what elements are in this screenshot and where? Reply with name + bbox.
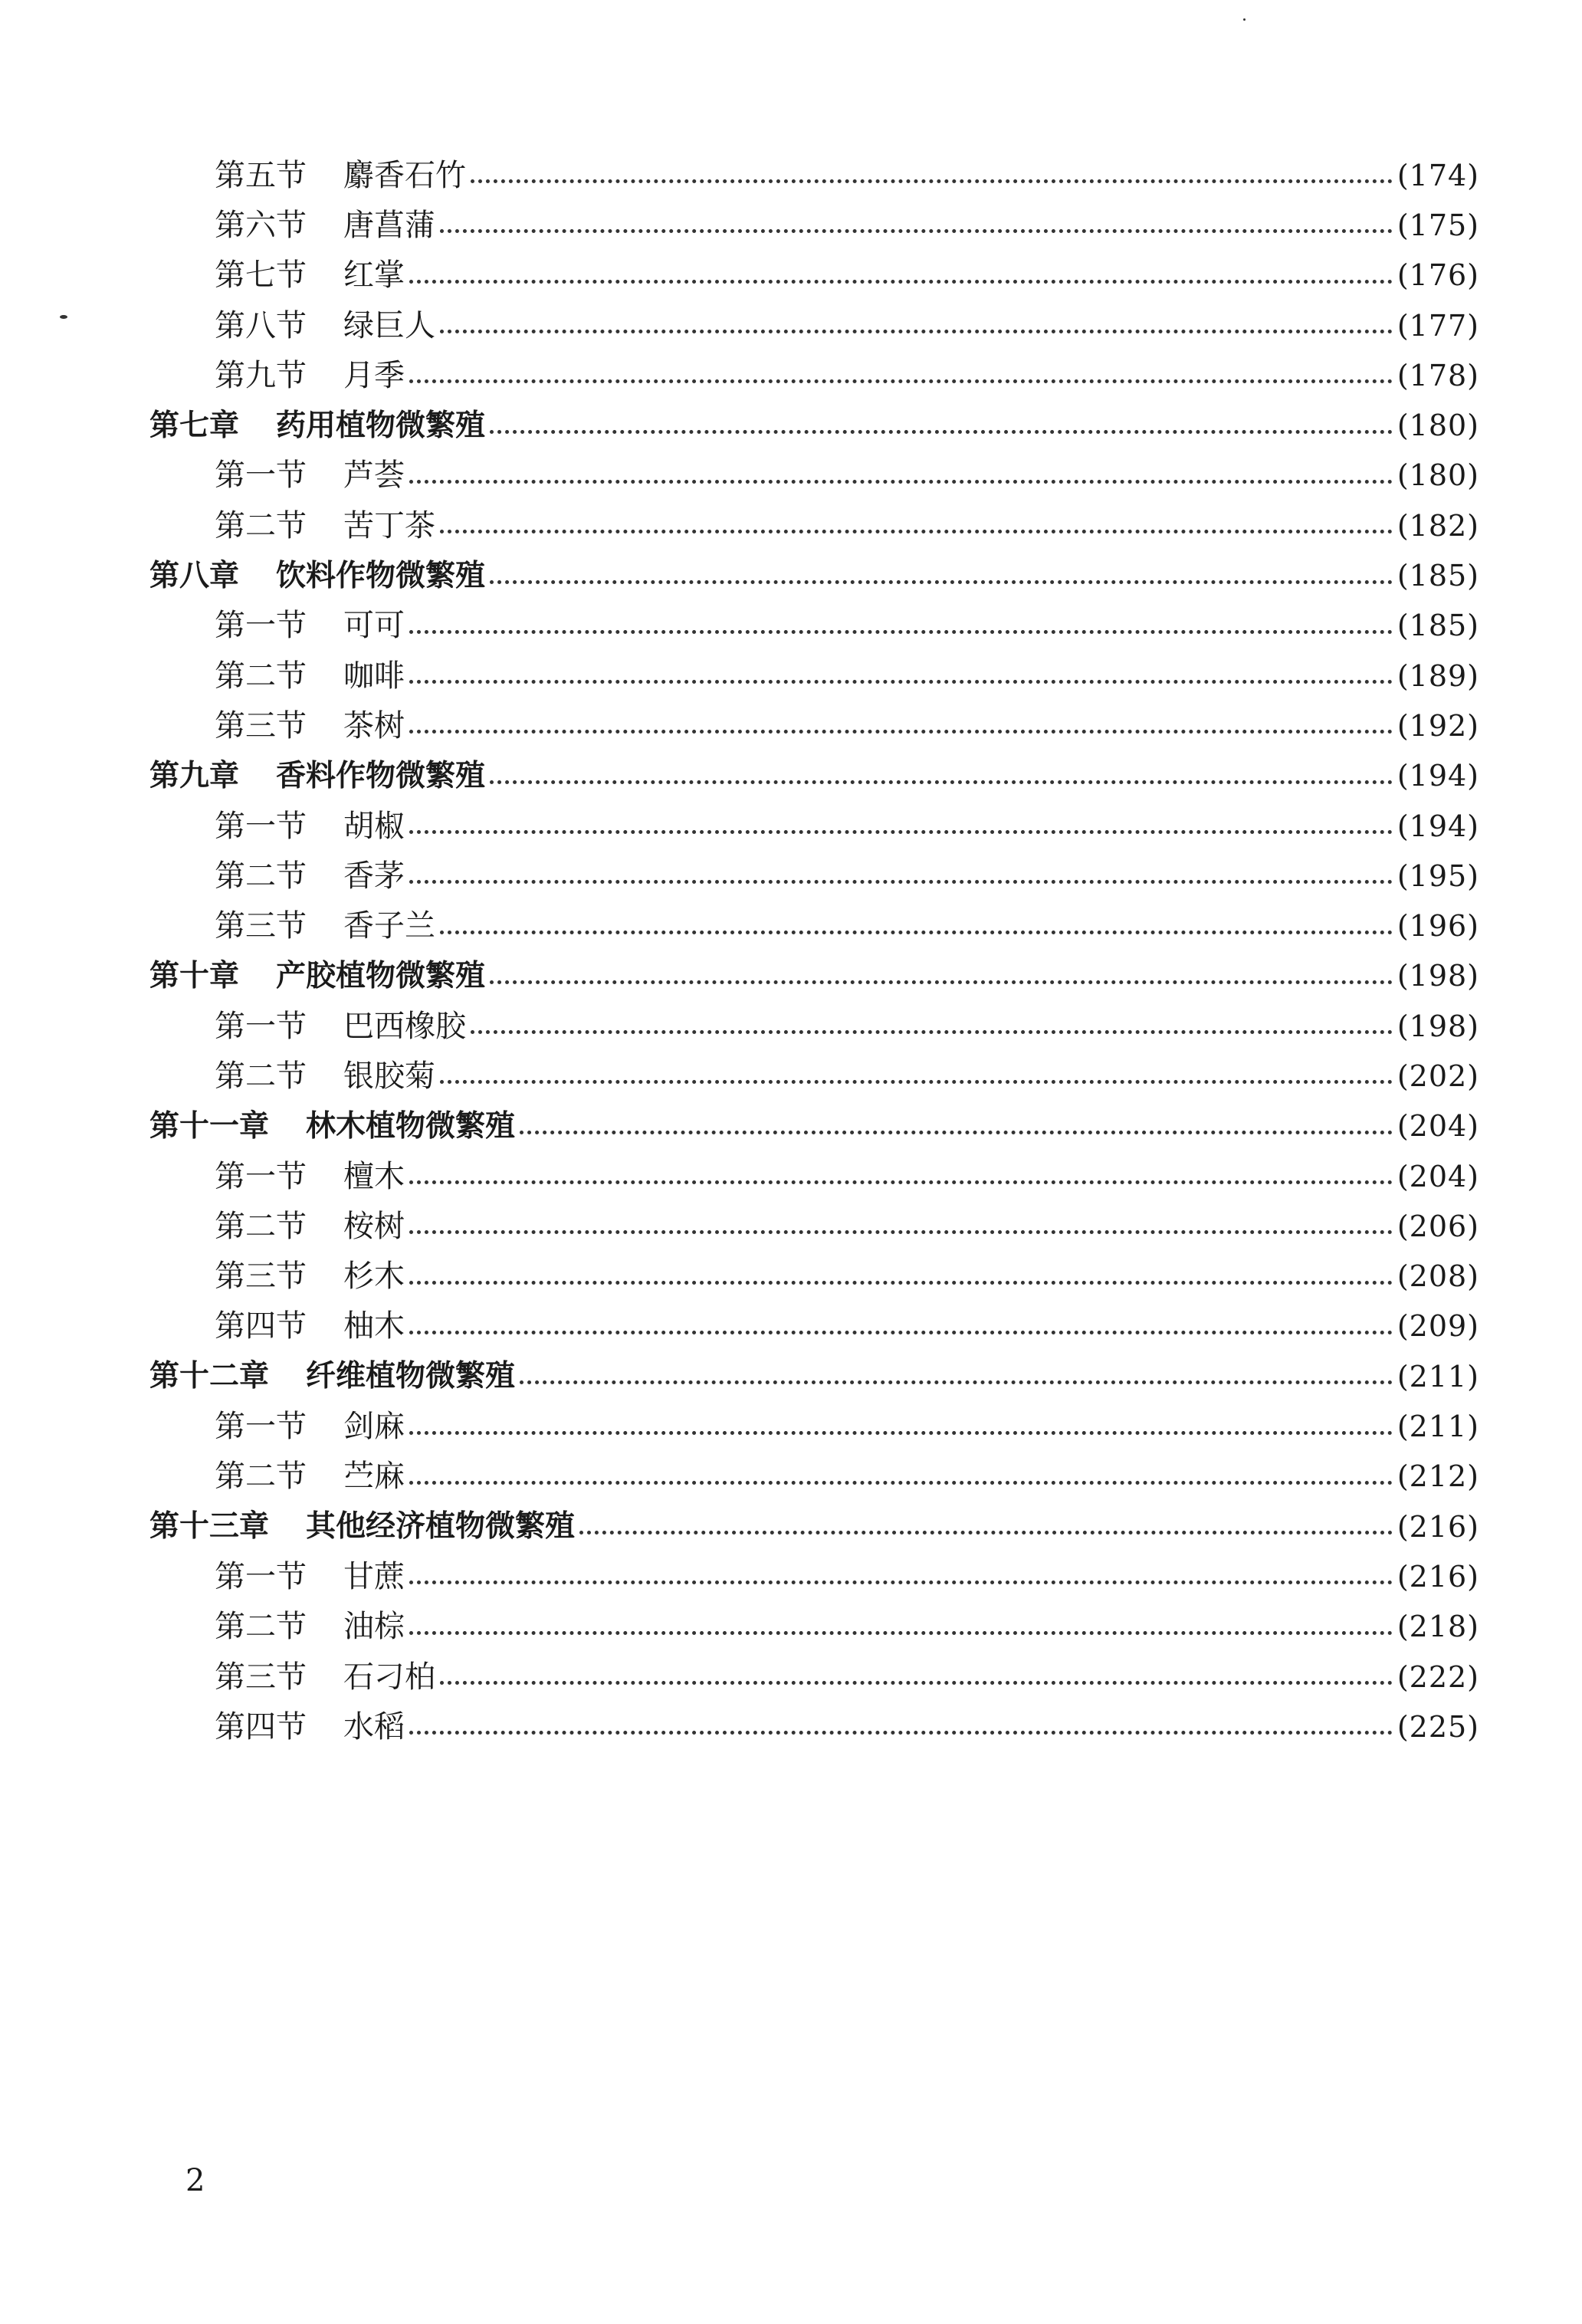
toc-section-entry xyxy=(149,1602,1479,1652)
toc-section-entry xyxy=(149,1051,1479,1101)
toc-entry-number: 第二节 xyxy=(215,1208,307,1244)
toc-entry-page: (182) xyxy=(1397,508,1479,543)
toc-entry-number: 第一节 xyxy=(215,608,307,644)
toc-entry-title: 香茅 xyxy=(343,858,405,894)
dot-leader xyxy=(440,330,1393,333)
toc-section-entry xyxy=(149,651,1479,701)
dot-leader xyxy=(440,530,1393,533)
toc-entry-page: (208) xyxy=(1397,1259,1479,1294)
toc-section-entry xyxy=(149,501,1479,550)
dot-leader xyxy=(409,280,1393,284)
toc-section-entry xyxy=(149,1551,1479,1601)
toc-entry-number: 第五节 xyxy=(215,157,307,193)
toc-entry-number: 第七章 xyxy=(149,408,240,443)
toc-entry-title: 麝香石竹 xyxy=(343,157,466,193)
toc-section-entry xyxy=(149,300,1479,350)
toc-entry-page: (194) xyxy=(1397,809,1479,843)
toc-entry-title: 石刁柏 xyxy=(343,1659,435,1695)
toc-entry-title: 产胶植物微繁殖 xyxy=(276,958,486,993)
toc-entry-number: 第二节 xyxy=(215,1058,307,1094)
toc-entry-page: (211) xyxy=(1397,1410,1479,1444)
toc-entry-page: (212) xyxy=(1397,1459,1479,1494)
toc-chapter-entry xyxy=(149,1502,1479,1551)
toc-section-entry xyxy=(149,1452,1479,1502)
toc-entry-title: 绿巨人 xyxy=(343,307,435,343)
toc-entry-page: (185) xyxy=(1397,609,1479,643)
toc-entry-number: 第一节 xyxy=(215,1409,307,1445)
toc-entry-title: 药用植物微繁殖 xyxy=(276,408,486,443)
toc-entry-page: (198) xyxy=(1397,959,1479,993)
table-of-contents xyxy=(149,150,1479,1752)
toc-entry-number: 第三节 xyxy=(215,707,307,743)
dot-leader xyxy=(409,630,1393,634)
toc-entry-number: 第二节 xyxy=(215,507,307,543)
toc-chapter-entry xyxy=(149,550,1479,600)
toc-entry-number: 第十一章 xyxy=(149,1108,270,1144)
toc-entry-title: 其他经济植物微繁殖 xyxy=(306,1509,576,1544)
toc-entry-title: 苦丁茶 xyxy=(343,507,435,543)
toc-entry-page: (189) xyxy=(1397,658,1479,693)
dot-leader xyxy=(409,1581,1393,1584)
toc-section-entry xyxy=(149,901,1479,950)
toc-entry-title: 巴西橡胶 xyxy=(343,1008,466,1044)
dot-leader xyxy=(409,480,1393,484)
dot-leader xyxy=(490,580,1393,584)
toc-entry-title: 胡椒 xyxy=(343,808,405,844)
toc-entry-page: (204) xyxy=(1397,1109,1479,1144)
toc-entry-number: 第二节 xyxy=(215,1459,307,1495)
toc-entry-title: 银胶菊 xyxy=(343,1058,435,1094)
toc-entry-title: 香料作物微繁殖 xyxy=(276,758,486,793)
toc-entry-page: (178) xyxy=(1397,358,1479,392)
dot-leader xyxy=(409,379,1393,383)
toc-entry-page: (211) xyxy=(1397,1359,1479,1393)
dot-leader xyxy=(409,1230,1393,1234)
toc-entry-page: (206) xyxy=(1397,1209,1479,1243)
dot-leader xyxy=(471,1030,1393,1034)
toc-entry-page: (180) xyxy=(1397,458,1479,493)
toc-entry-page: (185) xyxy=(1397,559,1479,593)
toc-entry-page: (196) xyxy=(1397,909,1479,944)
toc-entry-title: 纤维植物微繁殖 xyxy=(306,1359,516,1394)
toc-entry-title: 芦荟 xyxy=(343,458,405,494)
dot-leader xyxy=(409,1180,1393,1184)
scan-speck xyxy=(60,315,67,319)
toc-entry-number: 第三节 xyxy=(215,1259,307,1295)
toc-entry-title: 杉木 xyxy=(343,1259,405,1295)
toc-entry-number: 第二节 xyxy=(215,858,307,894)
toc-section-entry xyxy=(149,251,1479,300)
toc-entry-title: 月季 xyxy=(343,357,405,393)
dot-leader xyxy=(490,980,1393,984)
toc-entry-number: 第十二章 xyxy=(149,1359,270,1394)
toc-section-entry xyxy=(149,1302,1479,1351)
dot-leader xyxy=(471,179,1393,183)
dot-leader xyxy=(490,780,1393,784)
toc-section-entry xyxy=(149,451,1479,501)
dot-leader xyxy=(440,229,1393,233)
toc-section-entry xyxy=(149,1401,1479,1451)
toc-entry-page: (204) xyxy=(1397,1159,1479,1193)
dot-leader xyxy=(409,880,1393,884)
toc-section-entry xyxy=(149,1001,1479,1051)
toc-entry-page: (216) xyxy=(1397,1559,1479,1594)
toc-entry-number: 第九章 xyxy=(149,758,240,793)
toc-entry-title: 苎麻 xyxy=(343,1459,405,1495)
toc-entry-title: 油棕 xyxy=(343,1609,405,1645)
toc-entry-title: 香子兰 xyxy=(343,908,435,944)
toc-entry-number: 第七节 xyxy=(215,258,307,294)
toc-section-entry xyxy=(149,1151,1479,1201)
dot-leader xyxy=(409,1631,1393,1635)
toc-section-entry xyxy=(149,851,1479,901)
toc-section-entry xyxy=(149,601,1479,651)
toc-entry-page: (177) xyxy=(1397,308,1479,343)
toc-entry-page: (225) xyxy=(1397,1709,1479,1744)
dot-leader xyxy=(579,1531,1393,1535)
toc-entry-page: (195) xyxy=(1397,858,1479,893)
toc-entry-title: 唐菖蒲 xyxy=(343,207,435,243)
dot-leader xyxy=(409,1431,1393,1435)
toc-entry-title: 剑麻 xyxy=(343,1409,405,1445)
toc-entry-number: 第一节 xyxy=(215,1008,307,1044)
toc-entry-title: 红掌 xyxy=(343,258,405,294)
dot-leader xyxy=(409,830,1393,834)
toc-entry-number: 第四节 xyxy=(215,1709,307,1745)
toc-entry-number: 第八章 xyxy=(149,558,240,593)
toc-entry-page: (209) xyxy=(1397,1309,1479,1344)
toc-entry-title: 咖啡 xyxy=(343,658,405,694)
dot-leader xyxy=(520,1131,1393,1134)
toc-entry-number: 第二节 xyxy=(215,1609,307,1645)
toc-entry-title: 甘蔗 xyxy=(343,1558,405,1594)
toc-entry-number: 第八节 xyxy=(215,307,307,343)
toc-entry-page: (216) xyxy=(1397,1509,1479,1544)
toc-chapter-entry xyxy=(149,1101,1479,1151)
dot-leader xyxy=(440,931,1393,934)
toc-entry-number: 第六节 xyxy=(215,207,307,243)
toc-entry-page: (192) xyxy=(1397,708,1479,743)
toc-chapter-entry xyxy=(149,751,1479,801)
toc-entry-number: 第一节 xyxy=(215,1158,307,1194)
toc-entry-page: (176) xyxy=(1397,258,1479,293)
toc-entry-title: 桉树 xyxy=(343,1208,405,1244)
toc-section-entry xyxy=(149,200,1479,250)
toc-entry-number: 第三节 xyxy=(215,1659,307,1695)
toc-entry-title: 林木植物微繁殖 xyxy=(306,1108,516,1144)
toc-entry-page: (180) xyxy=(1397,409,1479,443)
page-number: 2 xyxy=(185,2163,205,2198)
dot-leader xyxy=(409,1481,1393,1485)
dot-leader xyxy=(409,680,1393,684)
toc-entry-page: (174) xyxy=(1397,158,1479,192)
toc-entry-title: 饮料作物微繁殖 xyxy=(276,558,486,593)
dot-leader xyxy=(520,1380,1393,1384)
toc-entry-number: 第一节 xyxy=(215,1558,307,1594)
toc-entry-number: 第三节 xyxy=(215,908,307,944)
toc-entry-page: (218) xyxy=(1397,1610,1479,1644)
toc-section-entry xyxy=(149,1702,1479,1751)
toc-entry-title: 檀木 xyxy=(343,1158,405,1194)
dot-leader xyxy=(409,1731,1393,1735)
toc-chapter-entry xyxy=(149,1351,1479,1401)
toc-entry-page: (202) xyxy=(1397,1059,1479,1093)
toc-entry-number: 第九节 xyxy=(215,357,307,393)
toc-entry-number: 第十章 xyxy=(149,958,240,993)
toc-entry-number: 第二节 xyxy=(215,658,307,694)
toc-entry-title: 水稻 xyxy=(343,1709,405,1745)
toc-entry-number: 第十三章 xyxy=(149,1509,270,1544)
toc-section-entry xyxy=(149,1201,1479,1251)
toc-entry-page: (198) xyxy=(1397,1009,1479,1043)
toc-section-entry xyxy=(149,1652,1479,1702)
dot-leader xyxy=(490,430,1393,434)
toc-entry-page: (222) xyxy=(1397,1659,1479,1694)
toc-section-entry xyxy=(149,701,1479,750)
toc-section-entry xyxy=(149,1252,1479,1302)
dot-leader xyxy=(440,1681,1393,1685)
toc-entry-number: 第四节 xyxy=(215,1308,307,1344)
toc-entry-number: 第一节 xyxy=(215,458,307,494)
toc-entry-title: 可可 xyxy=(343,608,405,644)
toc-entry-title: 茶树 xyxy=(343,707,405,743)
dot-leader xyxy=(409,1331,1393,1334)
toc-chapter-entry xyxy=(149,951,1479,1001)
toc-section-entry xyxy=(149,350,1479,400)
toc-entry-page: (175) xyxy=(1397,208,1479,242)
toc-entry-page: (194) xyxy=(1397,759,1479,793)
scan-speck xyxy=(1243,18,1246,21)
dot-leader xyxy=(409,730,1393,734)
dot-leader xyxy=(409,1281,1393,1285)
dot-leader xyxy=(440,1080,1393,1084)
toc-chapter-entry xyxy=(149,400,1479,450)
toc-section-entry xyxy=(149,150,1479,200)
toc-entry-number: 第一节 xyxy=(215,808,307,844)
toc-section-entry xyxy=(149,801,1479,851)
toc-entry-title: 柚木 xyxy=(343,1308,405,1344)
